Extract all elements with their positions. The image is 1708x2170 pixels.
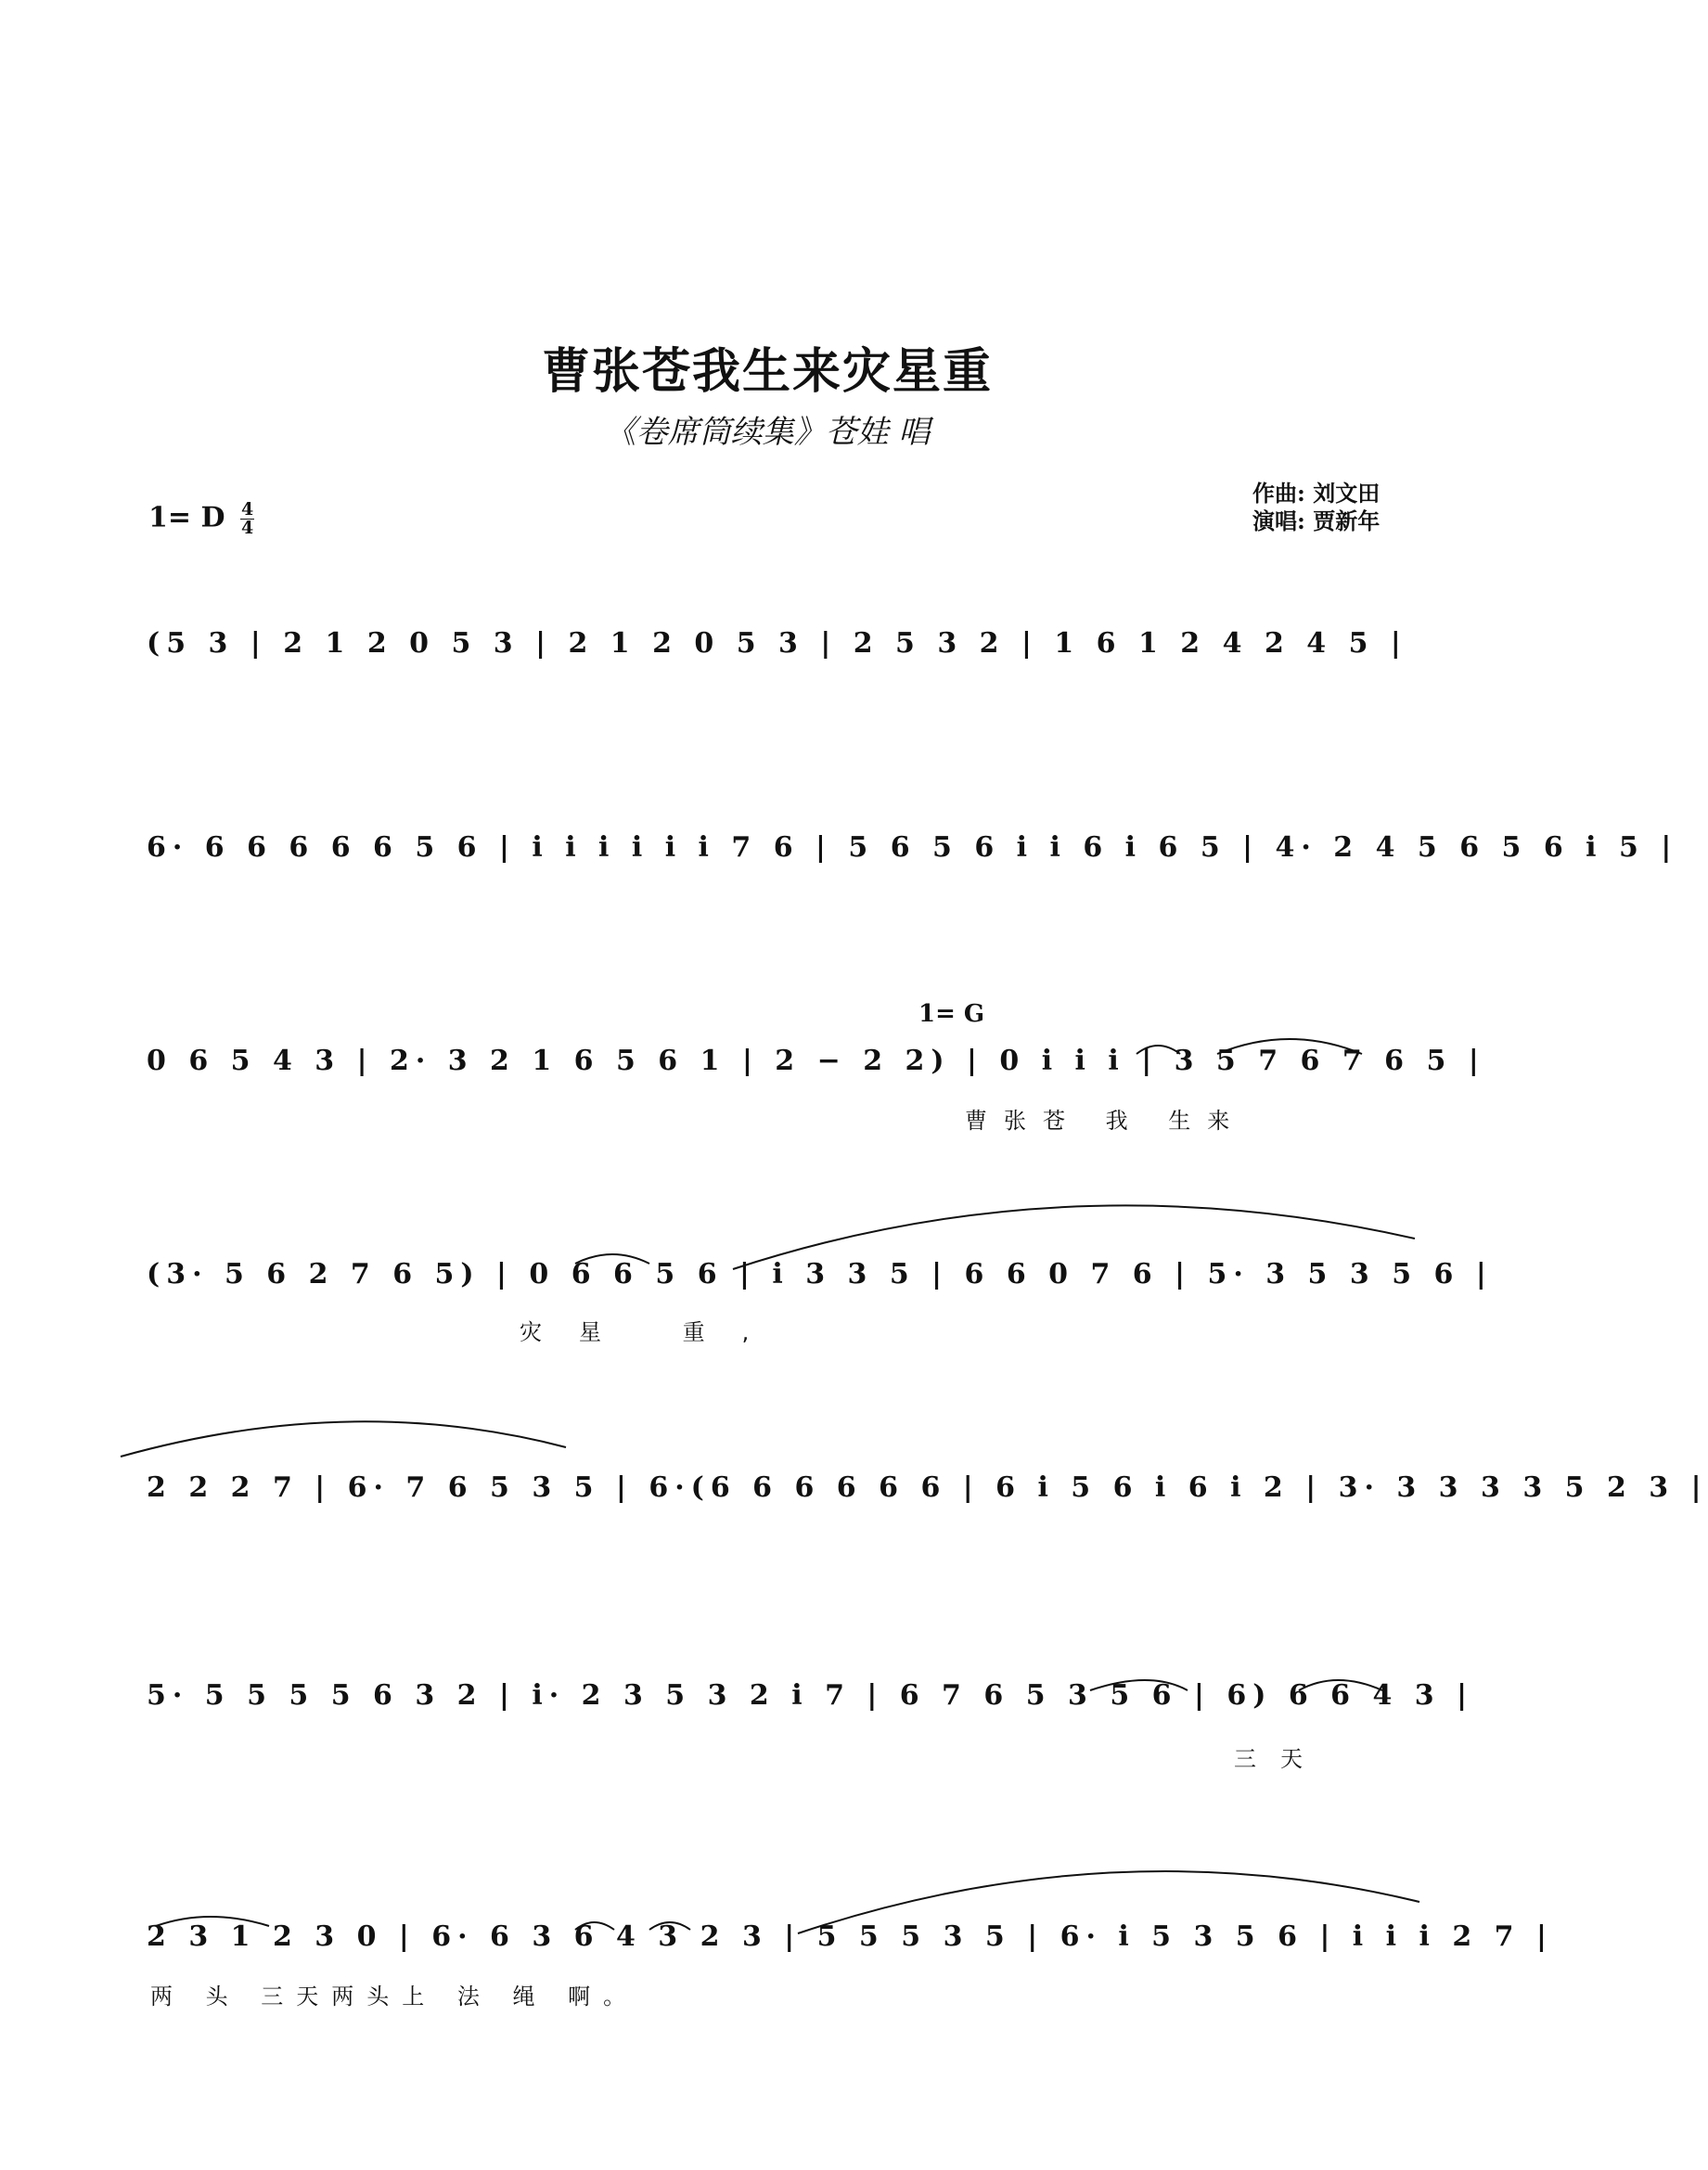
notation-line-3: 0 6 5 4 3 | 2· 3 2 1 6 5 6 1 | 2 − 2 2) | 0 i i i | 3 5 7 6 7 6 5 | bbox=[147, 1045, 1485, 1077]
time-signature bbox=[240, 501, 254, 537]
key-change: 1= G bbox=[918, 1000, 985, 1028]
notation-line-7: 2 3 1 2 3 0 | 6· 6 3 6 4 3 2 3 | 5 5 5 3 5 | 6· i 5 3 5 6 | i i i 2 7 | bbox=[147, 1920, 1553, 1953]
song-title: 曹张苍我生来灾星重 bbox=[541, 343, 993, 400]
key-signature bbox=[148, 501, 254, 537]
notation-line-6: 5· 5 5 5 5 6 3 2 | i· 2 3 5 3 2 i 7 | 6 7 6 5 3 5 6 | 6) 6 6 4 3 | bbox=[147, 1679, 1474, 1712]
key-label: 1= D bbox=[148, 501, 225, 534]
singer-credit: 演唱: 贾新年 bbox=[1252, 507, 1381, 534]
notation-line-1: (5 3 | 2 1 2 0 5 3 | 2 1 2 0 5 3 | 2 5 3 2 | 1 6 1 2 4 2 4 5 | bbox=[147, 627, 1407, 660]
slur-mark bbox=[121, 1421, 566, 1457]
lyric-line-3: 曹张苍 我 生来 bbox=[965, 1108, 1247, 1134]
notation-line-2: 6· 6 6 6 6 6 5 6 | i i i i i i 7 6 | 5 6 5 6 i i 6 i 6 5 | 4· 2 4 5 6 5 6 i 5 | bbox=[147, 831, 1678, 864]
composer-credit: 作曲: 刘文田 bbox=[1252, 480, 1381, 507]
meter-top: 4 bbox=[240, 499, 254, 520]
lyric-line-6: 三天 bbox=[1234, 1746, 1327, 1772]
notation-line-5: 2 2 2 7 | 6· 7 6 5 3 5 | 6·(6 6 6 6 6 6 | 6 i 5 6 i 6 i 2 | 3· 3 3 3 3 5 2 3 | bbox=[147, 1471, 1708, 1504]
lyric-line-7: 两 头 三天两头上 法 绳 啊。 bbox=[150, 1984, 639, 2009]
notation-line-4: (3· 5 6 2 7 6 5) | 0 6 6 5 6 | i 3 3 5 | 6 6 0 7 6 | 5· 3 5 3 5 6 | bbox=[147, 1258, 1493, 1290]
song-subtitle: 《卷席筒续集》苍娃 唱 bbox=[604, 414, 931, 451]
lyric-line-4: 灾星 重, bbox=[520, 1319, 787, 1345]
meter-bottom: 4 bbox=[240, 518, 254, 538]
credits bbox=[1252, 480, 1380, 535]
